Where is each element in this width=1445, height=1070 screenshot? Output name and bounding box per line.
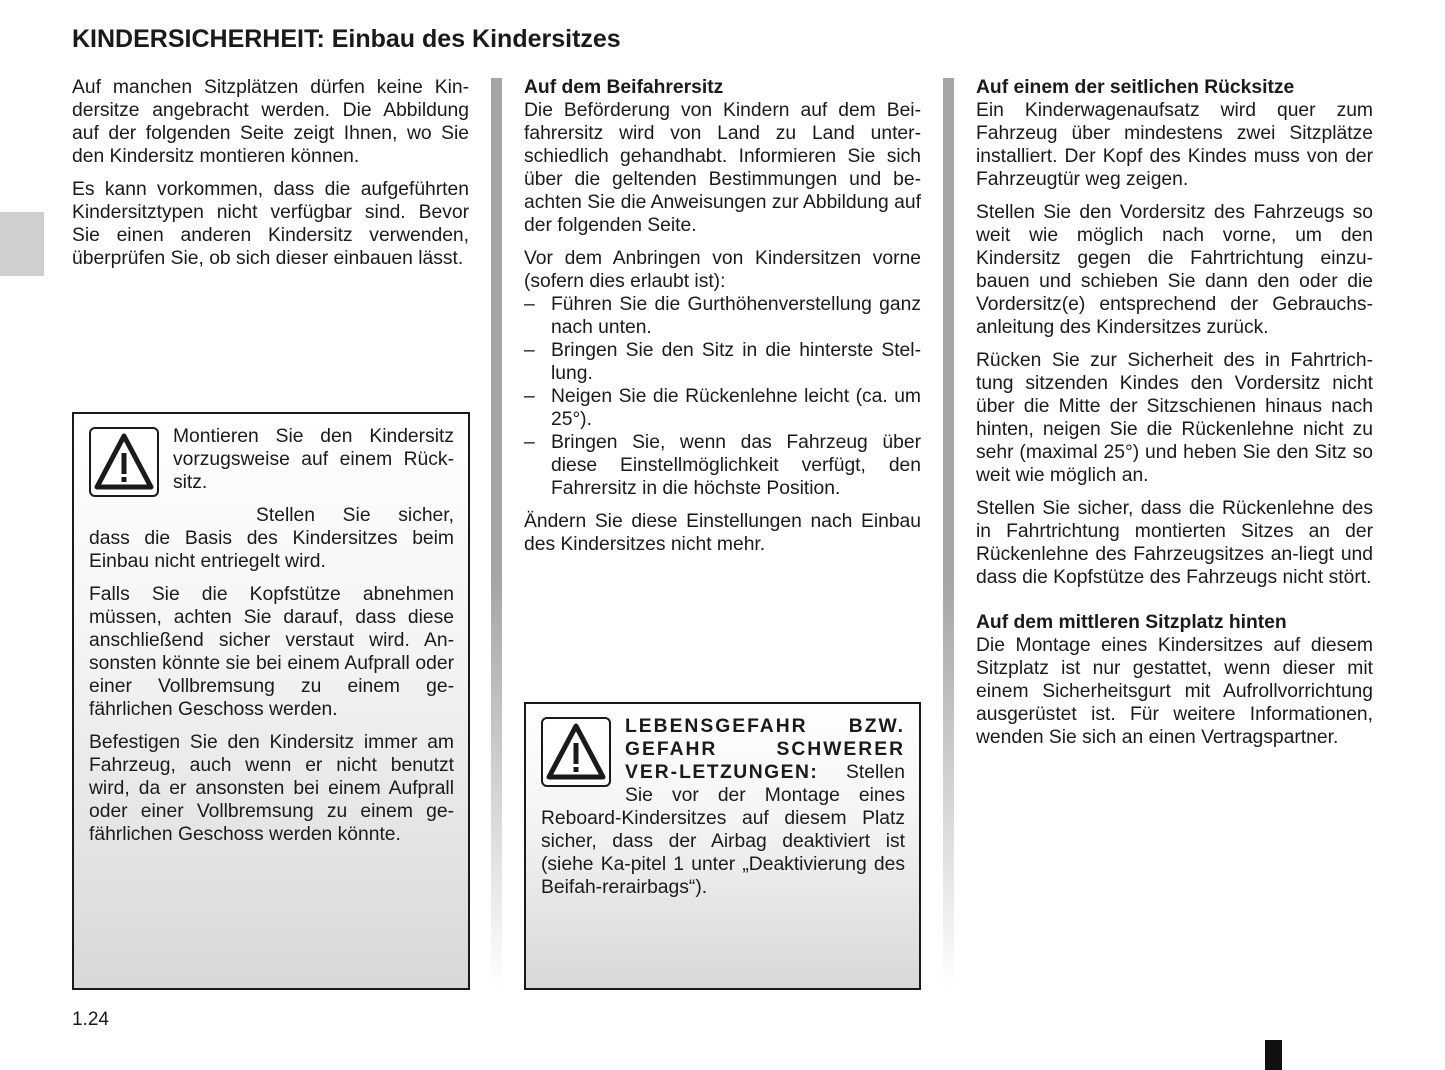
list-item [524, 293, 921, 339]
list-item [524, 431, 921, 500]
warning-2-body: Stellen Sie vor der Montage eines Reboard-Kindersitzes auf diesem Platz sicher, dass der Airbag deaktiviert ist (siehe Ka-pitel 1 unter „Deaktivierung des Beifah-rerairbags“). [541, 762, 905, 898]
rear-paragraph-3: Rücken Sie zur Sicherheit des in Fahrtrich-tung sitzenden Kindes den Vordersitz nicht über die Mitte der Sitzschienen hinaus nach hinten, neigen Sie die Rückenlehne nicht zu sehr (maximal 25°) und heben Sie den Sitz so weit wie möglich an. [976, 350, 1373, 486]
column-middle [524, 76, 921, 566]
passenger-paragraph-1: Die Beförderung von Kindern auf dem Bei-fahrersitz wird von Land zu Land unter-schiedlich gehandhabt. Informieren Sie sich über die geltenden Bestimmungen und be-achten Sie die Anweisungen zur Abbildung auf der folgenden Seite. [524, 100, 921, 236]
column-divider [491, 78, 502, 990]
warning-box-child-seat [72, 412, 470, 990]
rear-paragraph-4: Stellen Sie sicher, dass die Rückenlehne des in Fahrtrichtung montierten Sitzes an der Rückenlehne des Fahrzeugsitzes an-liegt und dass die Kopfstütze des Fahrzeugs nicht stört. [976, 498, 1373, 588]
dash-bullet: – [524, 432, 535, 453]
rear-paragraph-5: Die Montage eines Kindersitzes auf diesem Sitzplatz ist nur gestattet, wenn dieser mit einem Sicherheitsgurt mit Aufrollvorrichtung ausgerüstet ist. Für weitere Informationen, wenden Sie sich an einen Vertragspartner. [976, 635, 1373, 748]
warning-box-airbag [524, 702, 921, 990]
page-edge-marker [1265, 1040, 1282, 1070]
dash-bullet: – [524, 386, 535, 407]
list-item-text: Neigen Sie die Rückenlehne leicht (ca. um 25°). [551, 386, 921, 430]
column-left [72, 76, 469, 280]
danger-caption-end: LETZUNGEN: [679, 762, 819, 783]
chapter-tab [0, 212, 44, 276]
dash-bullet: – [524, 340, 535, 361]
passenger-paragraph-3: Ändern Sie diese Einstellungen nach Einbau des Kindersitzes nicht mehr. [524, 511, 921, 555]
dash-bullet: – [524, 294, 535, 315]
instruction-list [524, 293, 921, 500]
section-heading-side-rear-seats: Auf einem der seitlichen Rücksitze [976, 77, 1295, 98]
column-right [976, 76, 1373, 759]
page-number: 1.24 [72, 1009, 109, 1030]
rear-paragraph-1: Ein Kinderwagenaufsatz wird quer zum Fahrzeug über mindestens zwei Sitzplätze installiert. Der Kopf des Kindes muss von der Fahrzeugtür weg zeigen. [976, 100, 1373, 190]
page-title: KINDERSICHERHEIT: Einbau des Kindersitzes [72, 25, 621, 53]
list-item [524, 385, 921, 431]
warning-1-text-3: Falls Sie die Kopfstütze abnehmen müssen, achten Sie darauf, dass diese anschließend sicher verstaut wird. An-sonsten könnte sie bei einem Aufprall oder einer Vollbremsung zu einem ge-fährlichen Geschoss werden. [89, 584, 454, 720]
warning-1-text-4: Befestigen Sie den Kindersitz immer am Fahrzeug, auch wenn er nicht benutzt wird, da er ansonsten bei einem Aufprall oder einer Vollbremsung zu einem ge-fährlichen Geschoss werden könnte. [89, 732, 454, 845]
intro-paragraph-2: Es kann vorkommen, dass die aufgeführten Kindersitztypen nicht verfügbar sind. Bevor Sie einen anderen Kindersitz verwenden, überprüfen Sie, ob sich dieser einbauen lässt. [72, 179, 469, 269]
warning-1-text-2: Stellen Sie sicher, dass die Basis des Kindersitzes beim Einbau nicht entriegelt wird. [89, 505, 454, 572]
section-heading-middle-rear-seat: Auf dem mittleren Sitzplatz hinten [976, 612, 1287, 633]
warning-triangle-icon [541, 717, 611, 787]
section-heading-passenger-seat: Auf dem Beifahrersitz [524, 77, 724, 98]
list-item-text: Bringen Sie den Sitz in die hinterste Stel-lung. [551, 340, 921, 384]
list-item [524, 339, 921, 385]
passenger-paragraph-2: Vor dem Anbringen von Kindersitzen vorne (sofern dies erlaubt ist): [524, 248, 921, 292]
danger-caption: LEBENSGEFAHR BZW. GEFAHR SCHWERER VER- [625, 716, 905, 783]
warning-1-text-1: Montieren Sie den Kindersitz vorzugsweise auf einem Rück-sitz. [173, 426, 454, 493]
rear-paragraph-2: Stellen Sie den Vordersitz des Fahrzeugs so weit wie möglich nach vorne, um den Kindersitz gegen die Fahrtrichtung einzu-bauen und schieben Sie dann den oder die Vordersitz(e) entsprechend der Gebrauchs-anleitung des Kindersitzes zurück. [976, 202, 1373, 338]
list-item-text: Führen Sie die Gurthöhenverstellung ganz nach unten. [551, 294, 921, 338]
column-divider [943, 78, 954, 990]
list-item-text: Bringen Sie, wenn das Fahrzeug über diese Einstellmöglichkeit verfügt, den Fahrersitz in die höchste Position. [551, 432, 921, 499]
warning-triangle-icon [89, 427, 159, 497]
intro-paragraph-1: Auf manchen Sitzplätzen dürfen keine Kin-dersitze angebracht werden. Die Abbildung auf der folgenden Seite zeigt Ihnen, wo Sie den Kindersitz montieren können. [72, 77, 469, 167]
